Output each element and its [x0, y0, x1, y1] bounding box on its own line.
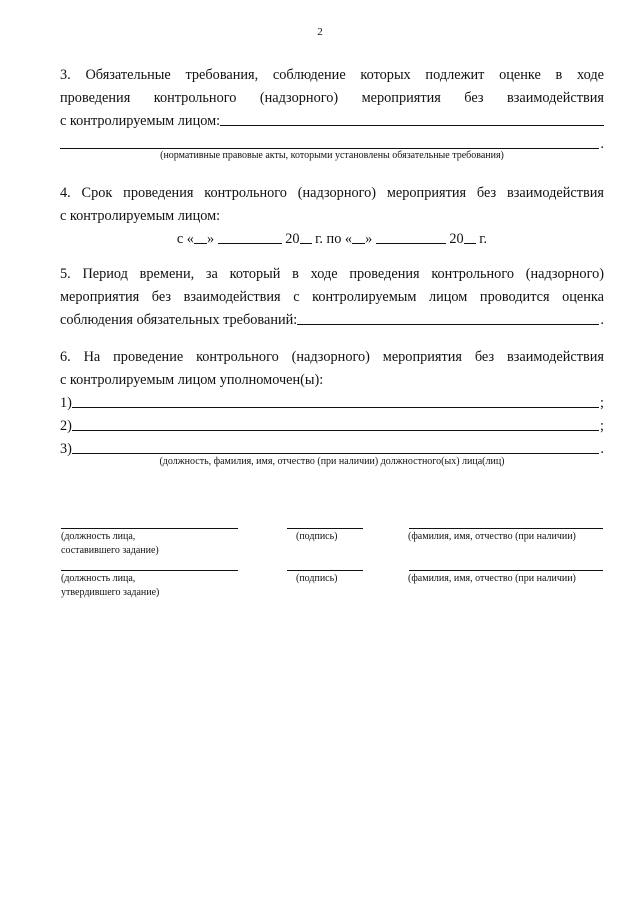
approver-name-label: (фамилия, имя, отчество (при наличии)	[408, 573, 576, 584]
section-6	[60, 346, 604, 461]
section-5-line-1: 5. Период времени, за который в ходе проведения контрольного (надзорного)	[60, 266, 604, 282]
requirements-field-continued[interactable]	[60, 134, 599, 149]
date-from-year-prefix: 20	[285, 231, 300, 247]
authorized-person-field[interactable]	[72, 393, 599, 408]
authorized-person-row	[60, 392, 604, 415]
authorized-person-field[interactable]	[72, 439, 600, 454]
section-3-line-3	[60, 110, 604, 133]
section-6-caption: (должность, фамилия, имя, отчество (при наличии) должностного(ых) лица(лиц)	[159, 456, 505, 467]
section-6-line-1: 6. На проведение контрольного (надзорного) мероприятия без взаимодействия	[60, 349, 604, 365]
approver-name-field[interactable]	[409, 570, 603, 571]
section-3-line-2: проведения контрольного (надзорного) мероприятия без взаимодействия	[60, 90, 604, 106]
date-from-year-field[interactable]	[300, 229, 312, 244]
section-5-label: соблюдения обязательных требований:	[60, 312, 298, 328]
authorized-person-number: 1)	[60, 395, 72, 411]
period-field[interactable]	[297, 310, 599, 325]
section-5-line-3	[60, 309, 604, 332]
compiler-position-label: (должность лица, составившего задание)	[61, 531, 159, 556]
date-to-month-field[interactable]	[376, 229, 446, 244]
section-5	[60, 263, 604, 332]
approver-position-field[interactable]	[61, 570, 238, 571]
compiler-signature-label: (подпись)	[296, 531, 338, 542]
date-to-year-prefix: 20	[449, 231, 464, 247]
section-3-caption: (нормативные правовые акты, которыми установлены обязательные требования)	[160, 150, 504, 161]
authorized-person-end-mark: .	[600, 441, 604, 457]
compiler-signature-field[interactable]	[287, 528, 363, 529]
section-6-line-2: с контролируемым лицом уполномочен(ы):	[60, 372, 324, 388]
authorized-person-row	[60, 415, 604, 438]
date-to-prefix: г. по «	[315, 231, 353, 247]
section-3	[60, 64, 604, 156]
page-number: 2	[317, 26, 323, 38]
requirements-field[interactable]	[220, 111, 604, 126]
section-4	[60, 182, 604, 251]
date-to-day-field[interactable]	[352, 229, 365, 244]
date-from-day-field[interactable]	[194, 229, 207, 244]
section-3-end-mark: .	[600, 136, 604, 152]
section-3-label: с контролируемым лицом:	[60, 113, 221, 129]
authorized-person-field[interactable]	[72, 416, 599, 431]
authorized-person-end-mark: ;	[600, 395, 604, 411]
section-5-end-mark: .	[600, 312, 604, 328]
compiler-name-label: (фамилия, имя, отчество (при наличии)	[408, 531, 576, 542]
date-to-year-field[interactable]	[464, 229, 476, 244]
section-5-line-2: мероприятия без взаимодействия с контролируемым лицом проводится оценка	[60, 289, 604, 305]
date-range-line	[60, 228, 604, 251]
approver-position-label: (должность лица, утвердившего задание)	[61, 573, 160, 598]
section-4-line-2: с контролируемым лицом:	[60, 208, 221, 224]
approver-signature-label: (подпись)	[296, 573, 338, 584]
date-from-month-field[interactable]	[218, 229, 282, 244]
authorized-person-end-mark: ;	[600, 418, 604, 434]
date-to-year-suffix: г.	[479, 231, 488, 247]
date-to-quote: »	[365, 231, 373, 247]
authorized-person-number: 2)	[60, 418, 72, 434]
authorized-person-number: 3)	[60, 441, 72, 457]
date-from-quote: »	[206, 231, 215, 247]
date-from-prefix: с «	[176, 231, 194, 247]
compiler-name-field[interactable]	[409, 528, 603, 529]
section-4-line-1: 4. Срок проведения контрольного (надзорного) мероприятия без взаимодействия	[60, 185, 604, 201]
section-3-line-1: 3. Обязательные требования, соблюдение которых подлежит оценке в ходе	[60, 67, 604, 83]
approver-signature-field[interactable]	[287, 570, 363, 571]
compiler-position-field[interactable]	[61, 528, 238, 529]
